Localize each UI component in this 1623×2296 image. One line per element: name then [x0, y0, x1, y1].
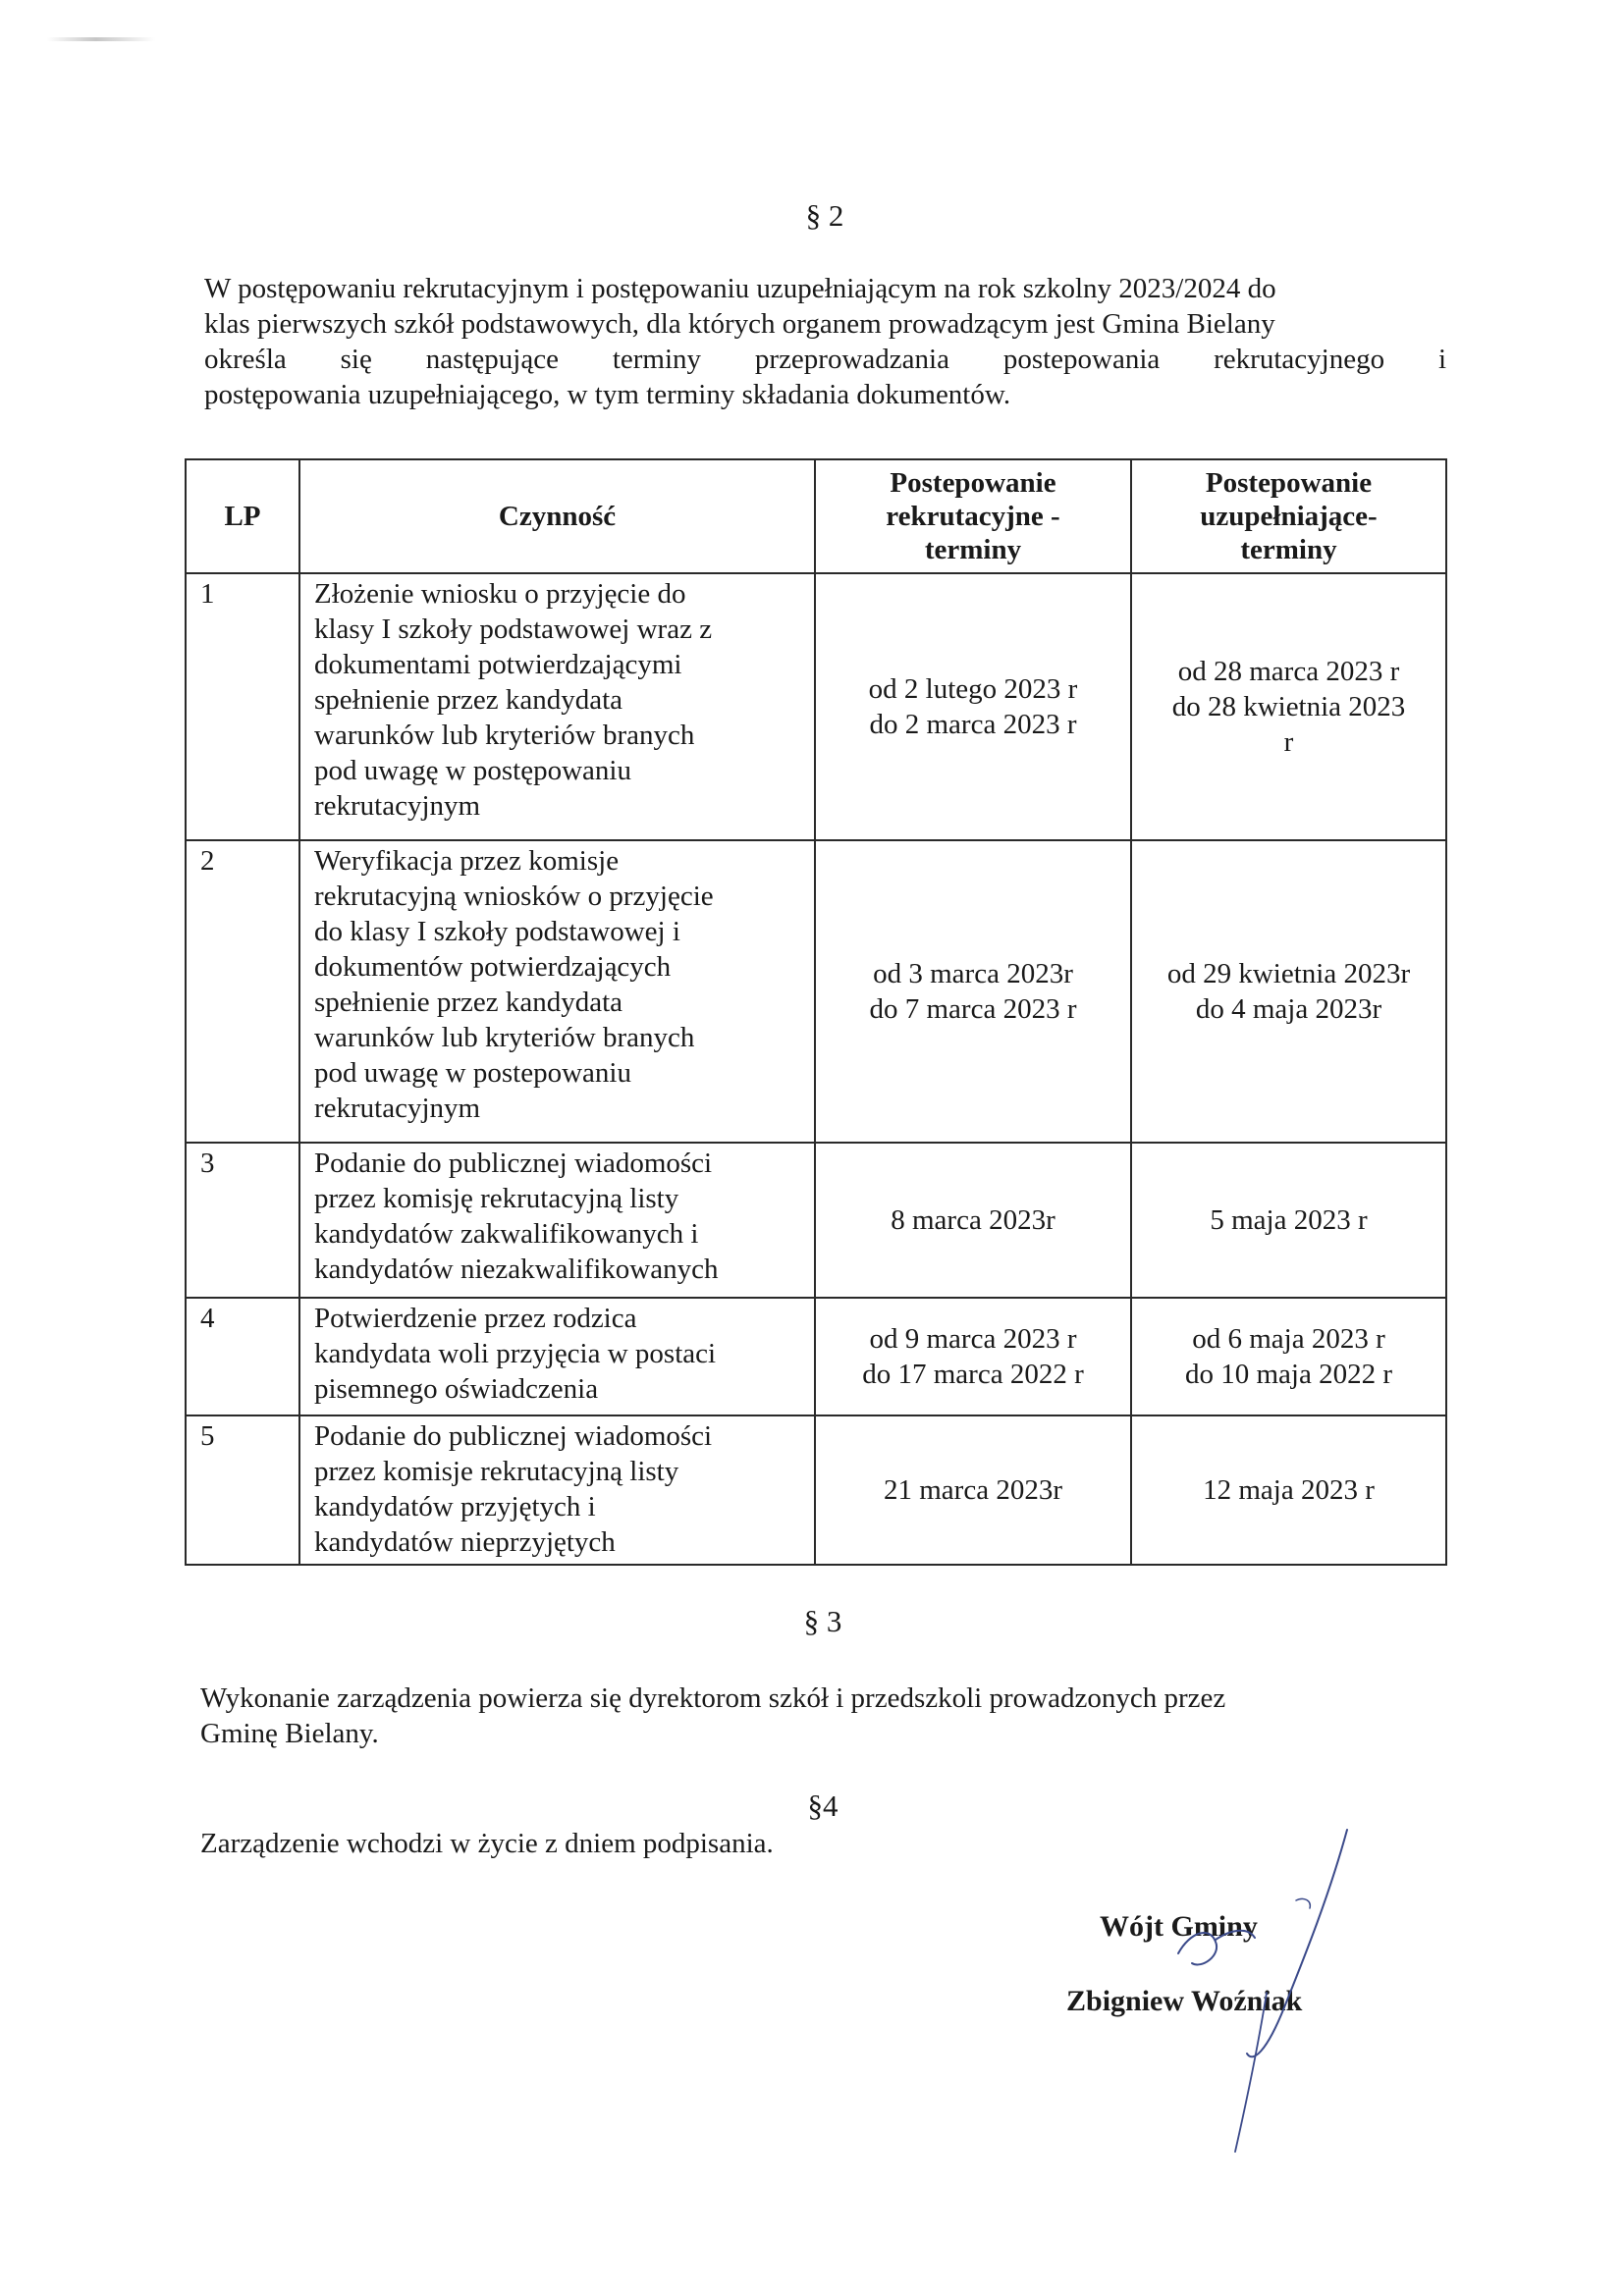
table-row [186, 1415, 1446, 1565]
table-row [186, 1143, 1446, 1298]
row-recruitment-term: 21 marca 2023r [815, 1415, 1131, 1565]
signature-name: Zbigniew Woźniak [1066, 1985, 1303, 2017]
row-supplementary-term: od 29 kwietnia 2023r do 4 maja 2023r [1131, 840, 1446, 1143]
table-row [186, 840, 1446, 1143]
row-number: 1 [186, 573, 299, 840]
header-supplementary-terms: Postepowanie uzupełniające- terminy [1131, 459, 1446, 573]
section-4-paragraph: Zarządzenie wchodzi w życie z dniem podpisania. [200, 1828, 774, 1859]
row-activity: Potwierdzenie przez rodzica kandydata woli przyjęcia w postaci pisemnego oświadczenia [299, 1298, 815, 1415]
handwritten-signature [1119, 1806, 1375, 2179]
row-activity: Weryfikacja przez komisje rekrutacyjną wniosków o przyjęcie do klasy I szkoły podstawowej i dokumentów potwierdzających spełnienie przez kandydata warunków lub kryteriów branych pod uwagę w postepowaniu rekrutacyjnym [299, 840, 815, 1143]
section-2-paragraph [204, 271, 1446, 412]
row-supplementary-term: od 6 maja 2023 r do 10 maja 2022 r [1131, 1298, 1446, 1415]
row-activity: Złożenie wniosku o przyjęcie do klasy I szkoły podstawowej wraz z dokumentami potwierdzającymi spełnienie przez kandydata warunków lub kryteriów branych pod uwagę w postępowaniu rekrutacyjnym [299, 573, 815, 840]
row-supplementary-term: od 28 marca 2023 r do 28 kwietnia 2023 r [1131, 573, 1446, 840]
recruitment-schedule-table [185, 458, 1447, 1566]
row-recruitment-term: 8 marca 2023r [815, 1143, 1131, 1298]
row-supplementary-term: 5 maja 2023 r [1131, 1143, 1446, 1298]
row-recruitment-term: od 9 marca 2023 r do 17 marca 2022 r [815, 1298, 1131, 1415]
row-activity: Podanie do publicznej wiadomości przez komisje rekrutacyjną listy kandydatów przyjętych i kandydatów nieprzyjętych [299, 1415, 815, 1565]
row-number: 5 [186, 1415, 299, 1565]
row-activity: Podanie do publicznej wiadomości przez komisję rekrutacyjną listy kandydatów zakwalifikowanych i kandydatów niezakwalifikowanych [299, 1143, 815, 1298]
section-2-heading: § 2 [805, 198, 844, 233]
section-2-line: określa się następujące terminy przeprowadzania postepowania rekrutacyjnego i [204, 344, 1446, 375]
header-recruitment-terms: Postepowanie rekrutacyjne - terminy [815, 459, 1131, 573]
signature-title: Wójt Gminy [1100, 1910, 1258, 1943]
row-recruitment-term: od 2 lutego 2023 r do 2 marca 2023 r [815, 573, 1131, 840]
section-3-paragraph [200, 1681, 1437, 1751]
section-3-heading: § 3 [803, 1604, 842, 1638]
table-row [186, 573, 1446, 840]
section-2-line: postępowania uzupełniającego, w tym terminy składania dokumentów. [204, 379, 1011, 410]
row-number: 2 [186, 840, 299, 1143]
section-3-line: Wykonanie zarządzenia powierza się dyrektorom szkół i przedszkoli prowadzonych przez [200, 1682, 1226, 1714]
header-activity: Czynność [299, 459, 815, 573]
section-3-line: Gminę Bielany. [200, 1718, 379, 1749]
table-row [186, 1298, 1446, 1415]
row-number: 4 [186, 1298, 299, 1415]
row-supplementary-term: 12 maja 2023 r [1131, 1415, 1446, 1565]
header-lp: LP [186, 459, 299, 573]
row-number: 3 [186, 1143, 299, 1298]
scan-artifact [47, 37, 155, 41]
row-recruitment-term: od 3 marca 2023r do 7 marca 2023 r [815, 840, 1131, 1143]
section-4-heading: §4 [807, 1789, 839, 1823]
section-2-line: W postępowaniu rekrutacyjnym i postępowaniu uzupełniającym na rok szkolny 2023/2024 do [204, 273, 1276, 304]
section-2-line: klas pierwszych szkół podstawowych, dla których organem prowadzącym jest Gmina Bielany [204, 308, 1275, 340]
table-header-row [186, 459, 1446, 573]
